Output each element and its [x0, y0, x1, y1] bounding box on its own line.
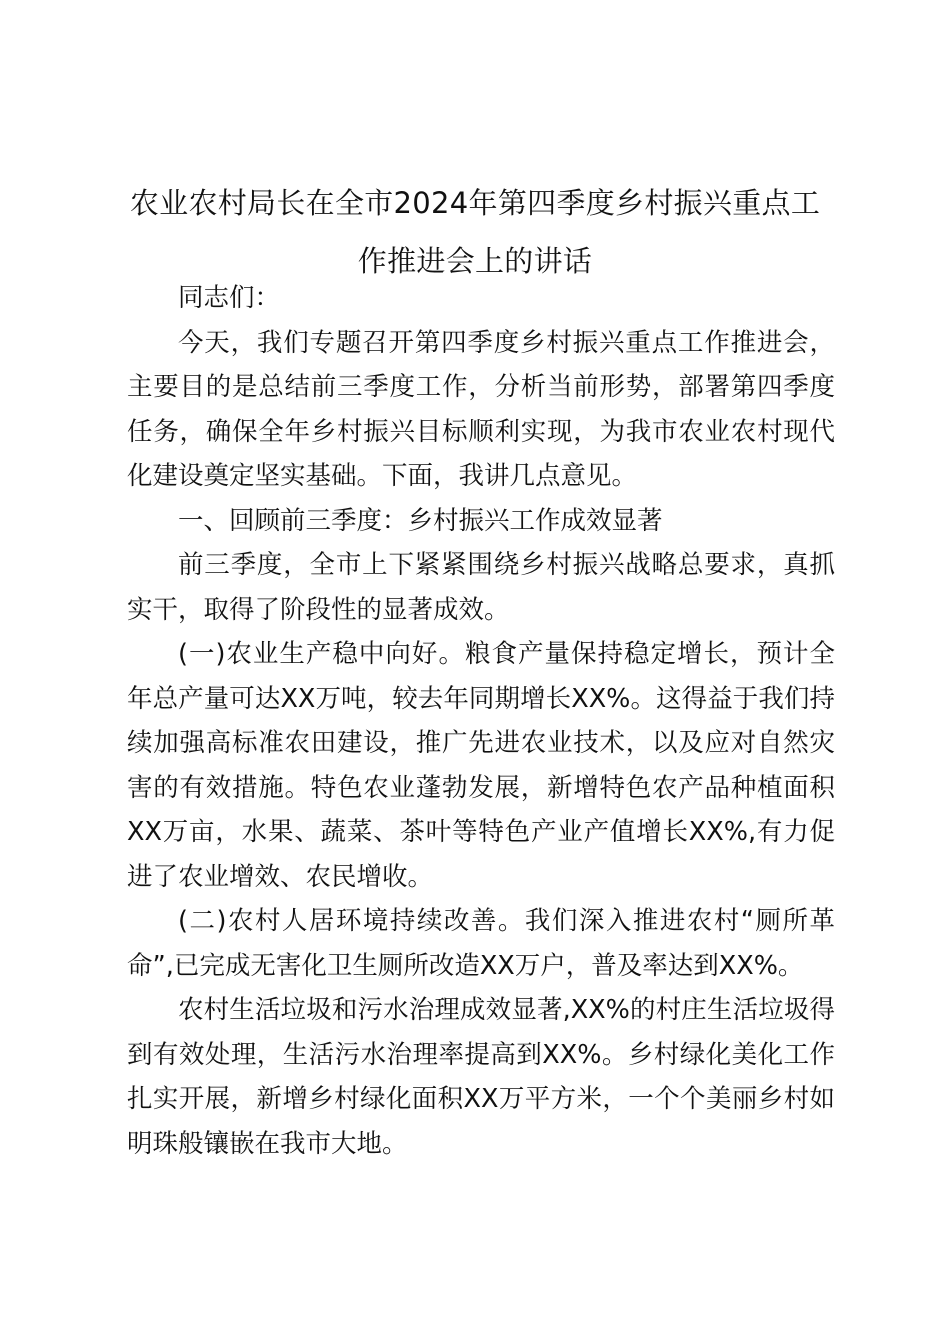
waste-treatment-paragraph: 农村生活垃圾和污水治理成效显著,XX%的村庄生活垃圾得到有效处理，生活污水治理率提高到XX%。乡村绿化美化工作扎实开展，新增乡村绿化面积XX万平方米，一个个美丽乡村如明珠般镶嵌在我市大地。: [127, 995, 835, 1159]
environment-paragraph: (二)农村人居环境持续改善。我们深入推进农村“厕所革命”,已完成无害化卫生厕所改造XX万户，普及率达到XX%。: [127, 906, 835, 981]
section-heading: 一、回顾前三季度：乡村振兴工作成效显著: [178, 505, 663, 536]
agriculture-paragraph: (一)农业生产稳中向好。粮食产量保持稳定增长，预计全年总产量可达XX万吨，较去年同期增长XX%。这得益于我们持续加强高标准农田建设，推广先进农业技术，以及应对自然灾害的有效措施。特色农业蓬勃发展，新增特色农产品种植面积XX万亩，水果、蔬菜、茶叶等特色产业产值增长XX%,有力促进了农业增效、农民增收。: [127, 639, 835, 892]
salutation: 同志们：: [178, 283, 281, 313]
intro-paragraph: 今天，我们专题召开第四季度乡村振兴重点工作推进会，主要目的是总结前三季度工作，分析当前形势，部署第四季度任务，确保全年乡村振兴目标顺利实现，为我市农业农村现代化建设奠定坚实基础。下面，我讲几点意见。: [127, 327, 835, 491]
section-summary-paragraph: 前三季度，全市上下紧紧围绕乡村振兴战略总要求，真抓实干，取得了阶段性的显著成效。: [127, 550, 835, 625]
document-body: [127, 276, 835, 1166]
document-title: 农业农村局长在全市2024年第四季度乡村振兴重点工作推进会上的讲话: [129, 186, 821, 278]
